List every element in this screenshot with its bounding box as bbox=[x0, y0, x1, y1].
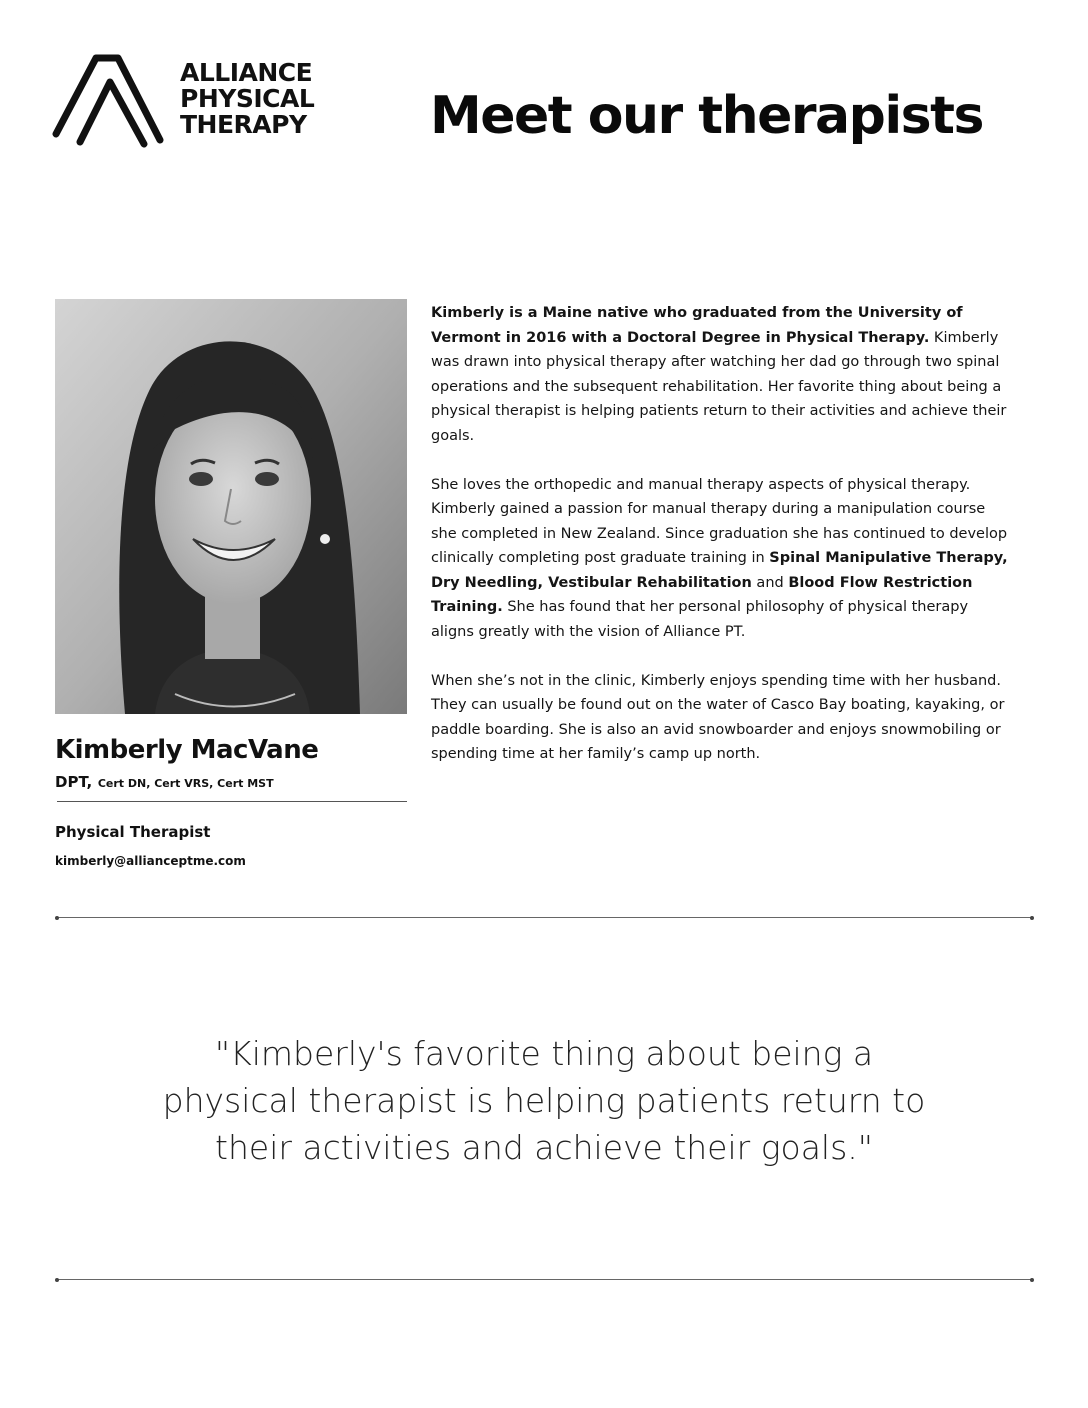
bio-paragraph-1 bbox=[431, 301, 1011, 448]
profile-divider bbox=[57, 801, 407, 802]
logo-wordmark bbox=[180, 60, 314, 138]
logo-line-3: THERAPY bbox=[180, 110, 307, 139]
therapist-name: Kimberly MacVane bbox=[55, 735, 319, 765]
bio-p2-text-a: She loves the orthopedic and manual therapy aspects of physical therapy. Kimberly gained a passion for manual therapy during a manipulation course she completed in New Zealand. Since graduation she has continued to develop clinically completing post graduate training in bbox=[431, 476, 1008, 566]
quote-line-3: their activities and achieve their goals." bbox=[215, 1128, 873, 1167]
therapist-email[interactable]: kimberly@allianceptme.com bbox=[55, 854, 246, 868]
bio-intro-bold: Kimberly is a Maine native who graduated from the University of Vermont in 2016 with a Doctoral Degree in Physical Therapy. bbox=[431, 305, 963, 346]
therapist-photo bbox=[55, 299, 407, 714]
bio-p2-text-d: She has found that her personal philosophy of physical therapy aligns greatly with the vision of Alliance PT. bbox=[431, 599, 969, 640]
section-divider-bottom bbox=[57, 1279, 1032, 1280]
section-divider-top bbox=[57, 917, 1032, 918]
quote-line-1: "Kimberly's favorite thing about being a bbox=[214, 1034, 874, 1073]
bio-text bbox=[431, 301, 1011, 791]
company-logo bbox=[52, 52, 342, 148]
therapist-role: Physical Therapist bbox=[55, 823, 211, 841]
bio-paragraph-2 bbox=[431, 473, 1011, 645]
bio-p2-text-and: and bbox=[751, 574, 789, 591]
bio-intro-text: Kimberly was drawn into physical therapy after watching her dad go through two spinal operations and the subsequent rehabilitation. Her favorite thing about being a physical therapist is helping patients return to their activities and achieve their goals. bbox=[431, 329, 1007, 444]
pull-quote bbox=[120, 1030, 968, 1171]
credentials bbox=[55, 772, 274, 791]
logo-mark-icon bbox=[52, 52, 172, 148]
bio-p2-bold-bfr: Blood Flow Restriction Training. bbox=[431, 574, 973, 615]
logo-line-2: PHYSICAL bbox=[180, 84, 315, 113]
certifications: Cert DN, Cert VRS, Cert MST bbox=[97, 777, 274, 790]
logo-line-1: ALLIANCE bbox=[180, 58, 313, 87]
quote-line-2: physical therapist is helping patients return to bbox=[162, 1081, 926, 1120]
degree: DPT, bbox=[55, 773, 93, 791]
bio-p2-bold-trainings: Spinal Manipulative Therapy, Dry Needling, Vestibular Rehabilitation bbox=[431, 550, 1008, 591]
page-title: Meet our therapists bbox=[430, 86, 983, 146]
bio-paragraph-3: When she’s not in the clinic, Kimberly enjoys spending time with her husband. They can usually be found out on the water of Casco Bay boating, kayaking, or paddle boarding. She is also an avid snowboarder and enjoys snowmobiling or spending time at her family’s camp up north. bbox=[431, 672, 1005, 762]
